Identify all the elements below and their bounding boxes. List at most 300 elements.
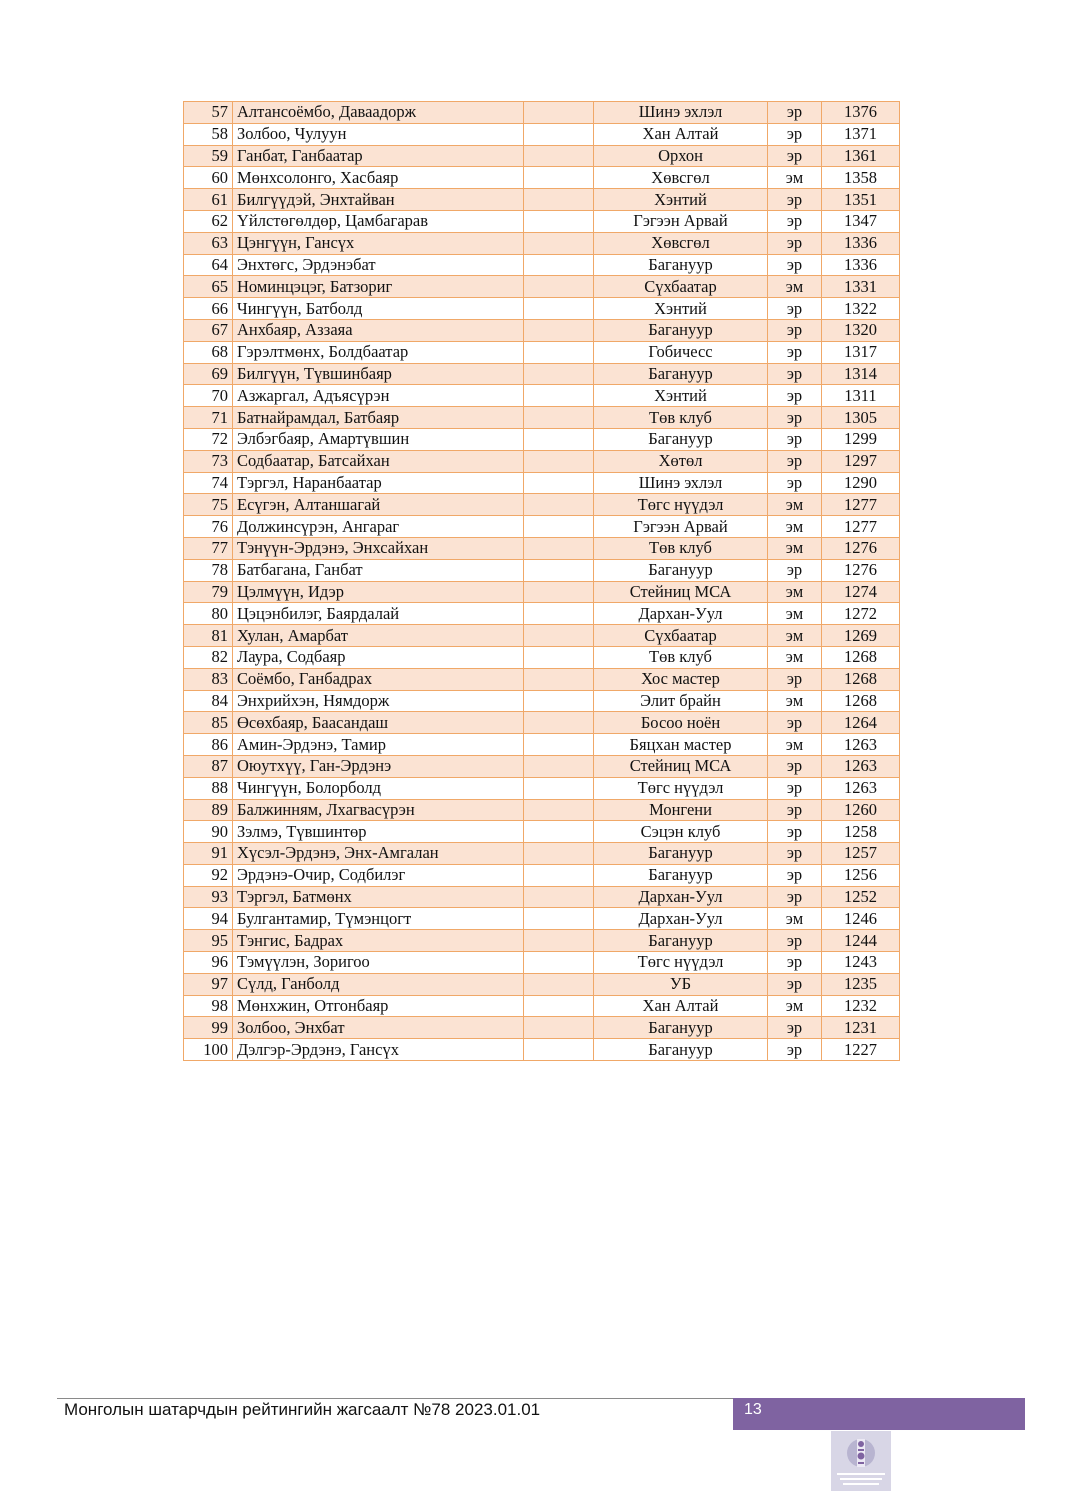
name-cell: Чингүүн, Батболд (233, 298, 524, 320)
rating-cell: 1263 (822, 755, 900, 777)
rating-cell: 1320 (822, 319, 900, 341)
blank-cell (524, 385, 594, 407)
table-row (184, 799, 900, 821)
table-row (184, 472, 900, 494)
blank-cell (524, 407, 594, 429)
sex-cell: эм (768, 581, 822, 603)
sex-cell: эм (768, 734, 822, 756)
blank-cell (524, 298, 594, 320)
name-cell: Сүлд, Ганболд (233, 973, 524, 995)
club-cell: Хан Алтай (594, 123, 768, 145)
table-row (184, 428, 900, 450)
name-cell: Булгантамир, Түмэнцогт (233, 908, 524, 930)
sex-cell: эр (768, 341, 822, 363)
sex-cell: эм (768, 646, 822, 668)
rating-cell: 1277 (822, 516, 900, 538)
rating-cell: 1297 (822, 450, 900, 472)
club-cell: Багануур (594, 1017, 768, 1039)
sex-cell: эр (768, 472, 822, 494)
blank-cell (524, 734, 594, 756)
club-cell: Багануур (594, 319, 768, 341)
blank-cell (524, 254, 594, 276)
name-cell: Цэнгүүн, Гансүх (233, 232, 524, 254)
rank-cell: 75 (184, 494, 233, 516)
sex-cell: эр (768, 930, 822, 952)
rank-cell: 68 (184, 341, 233, 363)
name-cell: Балжинням, Лхагвасүрэн (233, 799, 524, 821)
club-cell: Сүхбаатар (594, 276, 768, 298)
sex-cell: эм (768, 167, 822, 189)
sex-cell: эр (768, 385, 822, 407)
rating-cell: 1347 (822, 210, 900, 232)
table-row (184, 995, 900, 1017)
rating-cell: 1264 (822, 712, 900, 734)
blank-cell (524, 210, 594, 232)
club-cell: Сэцэн клуб (594, 821, 768, 843)
blank-cell (524, 167, 594, 189)
name-cell: Азжаргал, Адъясүрэн (233, 385, 524, 407)
blank-cell (524, 102, 594, 124)
blank-cell (524, 755, 594, 777)
name-cell: Мөнхсолонго, Хасбаяр (233, 167, 524, 189)
name-cell: Содбаатар, Батсайхан (233, 450, 524, 472)
club-cell: Багануур (594, 1039, 768, 1061)
blank-cell (524, 494, 594, 516)
rating-cell: 1256 (822, 864, 900, 886)
rank-cell: 70 (184, 385, 233, 407)
rating-cell: 1274 (822, 581, 900, 603)
club-cell: Сүхбаатар (594, 625, 768, 647)
blank-cell (524, 777, 594, 799)
rating-cell: 1269 (822, 625, 900, 647)
footer-title: Монголын шатарчдын рейтингийн жагсаалт №78 2023.01.01 (64, 1400, 541, 1419)
sex-cell: эр (768, 864, 822, 886)
club-cell: Багануур (594, 559, 768, 581)
rank-cell: 58 (184, 123, 233, 145)
club-cell: Хөвсгөл (594, 232, 768, 254)
page-number: 13 (744, 1401, 762, 1418)
rating-cell: 1361 (822, 145, 900, 167)
club-cell: Дархан-Уул (594, 886, 768, 908)
blank-cell (524, 537, 594, 559)
blank-cell (524, 690, 594, 712)
club-cell: Дархан-Уул (594, 908, 768, 930)
club-cell: Хэнтий (594, 298, 768, 320)
name-cell: Тэмүүлэн, Зоригоо (233, 952, 524, 974)
blank-cell (524, 646, 594, 668)
rating-cell: 1317 (822, 341, 900, 363)
sex-cell: эр (768, 843, 822, 865)
name-cell: Соёмбо, Ганбадрах (233, 668, 524, 690)
rating-table (183, 101, 900, 1061)
sex-cell: эр (768, 319, 822, 341)
club-cell: Хэнтий (594, 189, 768, 211)
rating-cell: 1272 (822, 603, 900, 625)
blank-cell (524, 123, 594, 145)
rating-cell: 1358 (822, 167, 900, 189)
table-row (184, 298, 900, 320)
blank-cell (524, 864, 594, 886)
name-cell: Энхтөгс, Эрдэнэбат (233, 254, 524, 276)
club-cell: Багануур (594, 363, 768, 385)
table-row (184, 363, 900, 385)
name-cell: Гэрэлтмөнх, Болдбаатар (233, 341, 524, 363)
rating-cell: 1371 (822, 123, 900, 145)
sex-cell: эр (768, 298, 822, 320)
sex-cell: эр (768, 799, 822, 821)
rank-cell: 64 (184, 254, 233, 276)
rank-cell: 93 (184, 886, 233, 908)
sex-cell: эр (768, 145, 822, 167)
club-cell: Багануур (594, 864, 768, 886)
rating-cell: 1276 (822, 559, 900, 581)
rating-cell: 1268 (822, 668, 900, 690)
table-row (184, 712, 900, 734)
sex-cell: эр (768, 210, 822, 232)
club-cell: Стейниц МСА (594, 755, 768, 777)
sex-cell: эр (768, 1039, 822, 1061)
club-cell: Багануур (594, 254, 768, 276)
name-cell: Анхбаяр, Аззаяа (233, 319, 524, 341)
rating-cell: 1227 (822, 1039, 900, 1061)
club-cell: Монгени (594, 799, 768, 821)
sex-cell: эр (768, 777, 822, 799)
rating-cell: 1232 (822, 995, 900, 1017)
name-cell: Билгүүдэй, Энхтайван (233, 189, 524, 211)
club-cell: Багануур (594, 428, 768, 450)
rank-cell: 77 (184, 537, 233, 559)
club-cell: Төгс нүүдэл (594, 494, 768, 516)
club-cell: Төв клуб (594, 646, 768, 668)
name-cell: Үйлстөгөлдөр, Цамбагарав (233, 210, 524, 232)
sex-cell: эр (768, 363, 822, 385)
blank-cell (524, 886, 594, 908)
rating-cell: 1257 (822, 843, 900, 865)
blank-cell (524, 472, 594, 494)
club-cell: Бяцхан мастер (594, 734, 768, 756)
club-cell: Төв клуб (594, 537, 768, 559)
name-cell: Номинцэцэг, Батзориг (233, 276, 524, 298)
rank-cell: 57 (184, 102, 233, 124)
blank-cell (524, 712, 594, 734)
blank-cell (524, 930, 594, 952)
table-row (184, 930, 900, 952)
name-cell: Оюутхүү, Ган-Эрдэнэ (233, 755, 524, 777)
rating-cell: 1244 (822, 930, 900, 952)
name-cell: Эрдэнэ-Очир, Содбилэг (233, 864, 524, 886)
rank-cell: 92 (184, 864, 233, 886)
blank-cell (524, 668, 594, 690)
rank-cell: 72 (184, 428, 233, 450)
name-cell: Энхрийхэн, Нямдорж (233, 690, 524, 712)
blank-cell (524, 995, 594, 1017)
rating-cell: 1336 (822, 232, 900, 254)
name-cell: Цэцэнбилэг, Баярдалай (233, 603, 524, 625)
club-cell: Төгс нүүдэл (594, 952, 768, 974)
rating-cell: 1258 (822, 821, 900, 843)
rank-cell: 59 (184, 145, 233, 167)
rating-cell: 1290 (822, 472, 900, 494)
name-cell: Есүгэн, Алтаншагай (233, 494, 524, 516)
sex-cell: эр (768, 886, 822, 908)
sex-cell: эр (768, 668, 822, 690)
name-cell: Хүсэл-Эрдэнэ, Энх-Амгалан (233, 843, 524, 865)
rank-cell: 100 (184, 1039, 233, 1061)
rank-cell: 84 (184, 690, 233, 712)
club-cell: Шинэ эхлэл (594, 472, 768, 494)
table-row (184, 145, 900, 167)
table-row (184, 952, 900, 974)
name-cell: Ганбат, Ганбаатар (233, 145, 524, 167)
rank-cell: 91 (184, 843, 233, 865)
sex-cell: эр (768, 755, 822, 777)
blank-cell (524, 232, 594, 254)
rating-cell: 1276 (822, 537, 900, 559)
rank-cell: 61 (184, 189, 233, 211)
rating-cell: 1263 (822, 777, 900, 799)
table-row (184, 821, 900, 843)
sex-cell: эр (768, 1017, 822, 1039)
blank-cell (524, 428, 594, 450)
name-cell: Тэргэл, Наранбаатар (233, 472, 524, 494)
blank-cell (524, 319, 594, 341)
name-cell: Цэлмүүн, Идэр (233, 581, 524, 603)
club-cell: Төгс нүүдэл (594, 777, 768, 799)
sex-cell: эр (768, 232, 822, 254)
rating-cell: 1311 (822, 385, 900, 407)
rank-cell: 95 (184, 930, 233, 952)
rank-cell: 87 (184, 755, 233, 777)
sex-cell: эм (768, 276, 822, 298)
table-row (184, 123, 900, 145)
blank-cell (524, 799, 594, 821)
rank-cell: 60 (184, 167, 233, 189)
sex-cell: эр (768, 973, 822, 995)
page-number-box (733, 1398, 1025, 1430)
table-row (184, 755, 900, 777)
rating-cell: 1322 (822, 298, 900, 320)
rating-cell: 1243 (822, 952, 900, 974)
rating-cell: 1305 (822, 407, 900, 429)
table-row (184, 886, 900, 908)
table-row (184, 276, 900, 298)
sex-cell: эр (768, 102, 822, 124)
rank-cell: 88 (184, 777, 233, 799)
rank-cell: 65 (184, 276, 233, 298)
table-row (184, 232, 900, 254)
blank-cell (524, 1039, 594, 1061)
table-row (184, 734, 900, 756)
sex-cell: эр (768, 450, 822, 472)
blank-cell (524, 341, 594, 363)
sex-cell: эр (768, 189, 822, 211)
rank-cell: 80 (184, 603, 233, 625)
blank-cell (524, 145, 594, 167)
rank-cell: 66 (184, 298, 233, 320)
blank-cell (524, 559, 594, 581)
blank-cell (524, 363, 594, 385)
table-row (184, 450, 900, 472)
rating-cell: 1268 (822, 646, 900, 668)
blank-cell (524, 516, 594, 538)
name-cell: Лаура, Содбаяр (233, 646, 524, 668)
blank-cell (524, 189, 594, 211)
club-cell: Хан Алтай (594, 995, 768, 1017)
rank-cell: 67 (184, 319, 233, 341)
blank-cell (524, 973, 594, 995)
blank-cell (524, 1017, 594, 1039)
rank-cell: 86 (184, 734, 233, 756)
rank-cell: 62 (184, 210, 233, 232)
rating-cell: 1246 (822, 908, 900, 930)
table-row (184, 559, 900, 581)
table-row (184, 385, 900, 407)
table-row (184, 864, 900, 886)
name-cell: Золбоо, Энхбат (233, 1017, 524, 1039)
rank-cell: 98 (184, 995, 233, 1017)
table-row (184, 407, 900, 429)
rating-cell: 1268 (822, 690, 900, 712)
club-cell: Хөтөл (594, 450, 768, 472)
rating-cell: 1263 (822, 734, 900, 756)
name-cell: Алтансоёмбо, Даваадорж (233, 102, 524, 124)
rank-cell: 76 (184, 516, 233, 538)
sex-cell: эр (768, 123, 822, 145)
rank-cell: 73 (184, 450, 233, 472)
rating-cell: 1351 (822, 189, 900, 211)
table-row (184, 537, 900, 559)
table-row (184, 646, 900, 668)
club-cell: Гэгээн Арвай (594, 516, 768, 538)
blank-cell (524, 625, 594, 647)
table-row (184, 690, 900, 712)
rating-cell: 1277 (822, 494, 900, 516)
club-cell: Төв клуб (594, 407, 768, 429)
table-row (184, 319, 900, 341)
table-row (184, 843, 900, 865)
table-row (184, 516, 900, 538)
name-cell: Золбоо, Чулуун (233, 123, 524, 145)
table-row (184, 189, 900, 211)
rating-cell: 1376 (822, 102, 900, 124)
rating-cell: 1336 (822, 254, 900, 276)
club-cell: Босоо ноён (594, 712, 768, 734)
sex-cell: эм (768, 625, 822, 647)
club-cell: Дархан-Уул (594, 603, 768, 625)
sex-cell: эр (768, 952, 822, 974)
rank-cell: 83 (184, 668, 233, 690)
club-cell: Элит брайн (594, 690, 768, 712)
name-cell: Тэргэл, Батмөнх (233, 886, 524, 908)
club-cell: Хос мастер (594, 668, 768, 690)
table-row (184, 102, 900, 124)
blank-cell (524, 581, 594, 603)
name-cell: Тэнгис, Бадрах (233, 930, 524, 952)
club-cell: Гобичесс (594, 341, 768, 363)
rating-cell: 1252 (822, 886, 900, 908)
blank-cell (524, 821, 594, 843)
footer-divider (57, 1398, 733, 1399)
rating-cell: 1235 (822, 973, 900, 995)
rating-cell: 1231 (822, 1017, 900, 1039)
table-row (184, 668, 900, 690)
table-row (184, 581, 900, 603)
sex-cell: эр (768, 428, 822, 450)
table-row (184, 625, 900, 647)
club-cell: УБ (594, 973, 768, 995)
table-row (184, 1039, 900, 1061)
table-row (184, 254, 900, 276)
club-cell: Орхон (594, 145, 768, 167)
rank-cell: 81 (184, 625, 233, 647)
rank-cell: 69 (184, 363, 233, 385)
sex-cell: эр (768, 254, 822, 276)
name-cell: Билгүүн, Түвшинбаяр (233, 363, 524, 385)
blank-cell (524, 952, 594, 974)
sex-cell: эм (768, 690, 822, 712)
name-cell: Батнайрамдал, Батбаяр (233, 407, 524, 429)
rank-cell: 74 (184, 472, 233, 494)
club-cell: Гэгээн Арвай (594, 210, 768, 232)
name-cell: Тэнүүн-Эрдэнэ, Энхсайхан (233, 537, 524, 559)
rank-cell: 79 (184, 581, 233, 603)
rank-cell: 78 (184, 559, 233, 581)
club-cell: Багануур (594, 843, 768, 865)
club-cell: Стейниц МСА (594, 581, 768, 603)
sex-cell: эр (768, 559, 822, 581)
blank-cell (524, 908, 594, 930)
name-cell: Мөнхжин, Отгонбаяр (233, 995, 524, 1017)
table-row (184, 494, 900, 516)
name-cell: Батбагана, Ганбат (233, 559, 524, 581)
rank-cell: 94 (184, 908, 233, 930)
sex-cell: эм (768, 995, 822, 1017)
table-row (184, 210, 900, 232)
rank-cell: 71 (184, 407, 233, 429)
name-cell: Элбэгбаяр, Амартүвшин (233, 428, 524, 450)
sex-cell: эм (768, 537, 822, 559)
rating-table-body (184, 102, 900, 1061)
sex-cell: эм (768, 516, 822, 538)
table-row (184, 777, 900, 799)
name-cell: Должинсүрэн, Ангараг (233, 516, 524, 538)
rank-cell: 90 (184, 821, 233, 843)
table-row (184, 973, 900, 995)
name-cell: Амин-Эрдэнэ, Тамир (233, 734, 524, 756)
name-cell: Хулан, Амарбат (233, 625, 524, 647)
rank-cell: 82 (184, 646, 233, 668)
table-row (184, 1017, 900, 1039)
rank-cell: 63 (184, 232, 233, 254)
rating-cell: 1260 (822, 799, 900, 821)
blank-cell (524, 276, 594, 298)
sex-cell: эм (768, 494, 822, 516)
club-cell: Шинэ эхлэл (594, 102, 768, 124)
rank-cell: 96 (184, 952, 233, 974)
sex-cell: эр (768, 821, 822, 843)
sex-cell: эм (768, 908, 822, 930)
club-cell: Хөвсгөл (594, 167, 768, 189)
sex-cell: эр (768, 712, 822, 734)
table-row (184, 341, 900, 363)
blank-cell (524, 843, 594, 865)
mongolia-state-emblem-icon (831, 1431, 891, 1491)
rating-cell: 1299 (822, 428, 900, 450)
rank-cell: 99 (184, 1017, 233, 1039)
name-cell: Зэлмэ, Түвшинтөр (233, 821, 524, 843)
table-row (184, 167, 900, 189)
sex-cell: эр (768, 407, 822, 429)
